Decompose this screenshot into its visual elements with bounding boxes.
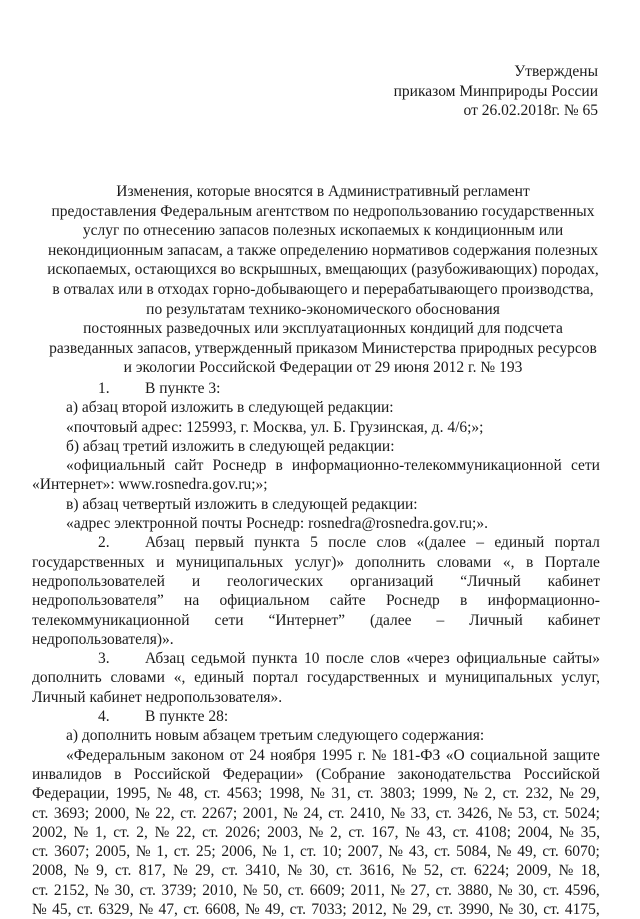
word: 31, <box>331 785 351 803</box>
word: ст. <box>436 901 454 919</box>
word: ст. <box>542 843 559 861</box>
word: 2008, <box>32 862 67 880</box>
word: (Собрание <box>315 765 386 783</box>
item-1-subpoint-c: в) абзац четвертый изложить в следующей редакции: <box>66 495 418 513</box>
word: 29, <box>580 785 600 803</box>
title-line: разведанных запасов, утвержденный приказом Министерства природных ресурсов <box>49 339 597 357</box>
word: № <box>371 746 387 764</box>
word: ст. <box>221 862 238 880</box>
word: 6608, <box>204 901 240 919</box>
word: № <box>73 823 89 841</box>
word: № <box>496 843 512 861</box>
word: 2012, <box>351 901 387 919</box>
approval-line: приказом Минприроды России <box>393 82 598 100</box>
word: первый <box>194 534 244 552</box>
title-line: Изменения, которые вносятся в Административный регламент <box>116 183 530 200</box>
item-1-subpoint-b: б) абзац третий изложить в следующей редакции: <box>66 437 395 455</box>
justified-line <box>32 591 600 610</box>
word: пункта <box>252 650 298 668</box>
item-1-subpoint-a: а) абзац второй изложить в следующей редакции: <box>66 399 394 417</box>
word: услуг)» <box>294 553 345 571</box>
word: социальной <box>470 746 548 764</box>
word: муниципальных <box>445 669 553 687</box>
word: № <box>138 901 154 919</box>
word: ст. <box>450 862 467 880</box>
word: № <box>154 823 170 841</box>
word: 2009, <box>516 862 552 880</box>
word: «через <box>406 650 450 668</box>
word: № <box>388 843 404 861</box>
word: законодательства <box>397 765 512 783</box>
word: словами <box>110 669 165 687</box>
word: услуг, <box>561 669 600 687</box>
word: организаций <box>350 572 434 590</box>
word: информационно-телекоммуникационной <box>291 457 562 475</box>
word: 2001, <box>242 804 278 822</box>
word: № <box>283 804 298 822</box>
word: № <box>262 843 277 861</box>
word: № <box>134 804 150 822</box>
word: инвалидов <box>32 765 102 783</box>
word: государственных <box>306 669 420 687</box>
word: 27, <box>410 881 431 899</box>
word: и <box>428 669 437 687</box>
title-line: по результатам технико-экономического обоснования <box>146 300 500 318</box>
word: 43, <box>426 823 446 841</box>
word: 50, <box>262 881 283 899</box>
word: 167, <box>371 823 399 841</box>
justified-line <box>145 649 600 668</box>
word: ст. <box>543 901 560 919</box>
word: 9, <box>96 862 108 880</box>
word: 45, <box>52 901 72 919</box>
justified-line <box>32 881 600 900</box>
word: 2004, <box>517 823 553 841</box>
word: сайты» <box>552 650 600 668</box>
word: ст. <box>173 843 191 861</box>
word: 49, <box>265 901 285 919</box>
title-line: ископаемых, остающихся во вскрышных, вмещающих (разубоживающих) породах, <box>47 261 599 279</box>
word: 49, <box>517 843 537 861</box>
item-3-last-line: Личный кабинет недропользователя». <box>32 688 283 706</box>
word: 6609; <box>309 881 345 899</box>
word: 1, <box>156 843 168 861</box>
word: телекоммуникационной <box>32 611 190 629</box>
justified-line <box>32 611 600 630</box>
word: № <box>390 804 406 822</box>
word: 22, <box>155 804 175 822</box>
word: Абзац <box>145 534 185 552</box>
word: 1998, <box>268 785 304 803</box>
word: 25; <box>195 843 216 861</box>
justified-line <box>32 842 600 861</box>
word: «(далее <box>416 534 466 552</box>
word: ст. <box>139 881 156 899</box>
word: № <box>74 862 89 880</box>
word: «Федеральным <box>66 746 166 764</box>
word: в <box>114 765 122 783</box>
word: № <box>559 823 574 841</box>
word: Российской <box>133 765 211 783</box>
word: Роснедр <box>212 457 267 475</box>
word: ст. <box>32 881 49 899</box>
word: защите <box>552 746 600 764</box>
word: 232, <box>525 785 553 803</box>
word: после <box>328 534 367 552</box>
document-body <box>32 379 600 919</box>
word: № <box>32 901 47 919</box>
word: ст. <box>357 785 374 803</box>
word: пункта <box>254 534 300 552</box>
word: г. <box>357 746 367 764</box>
word: № <box>310 785 325 803</box>
justified-line <box>32 668 600 687</box>
word: 2010, <box>202 881 238 899</box>
word: № <box>135 843 151 861</box>
word: ст. <box>435 804 452 822</box>
word: № <box>559 785 574 803</box>
approval-line: от 26.02.2018г. № 65 <box>463 102 598 119</box>
word: геологических <box>227 572 324 590</box>
item-number: 1. <box>98 380 110 397</box>
word: ст. <box>542 804 560 822</box>
word: от <box>229 746 244 764</box>
word: сети <box>570 457 600 475</box>
word: в <box>275 457 283 475</box>
justified-line <box>32 861 600 880</box>
word: 817, <box>138 862 166 880</box>
approval-stamp <box>394 62 598 121</box>
word: кабинет <box>547 572 600 590</box>
word: “Личный <box>460 572 521 590</box>
item-1-website: «Интернет»: www.rosnedra.gov.ru;»; <box>32 476 268 494</box>
word: сайте <box>329 592 366 610</box>
word: седьмой <box>191 650 246 668</box>
justified-line <box>32 823 600 842</box>
justified-line <box>32 804 600 823</box>
word: ст. <box>32 843 49 861</box>
word: № <box>498 901 514 919</box>
word: № <box>392 901 407 919</box>
word: 6224; <box>473 862 510 880</box>
word: – <box>476 534 485 552</box>
word: № <box>497 804 513 822</box>
word: – <box>436 611 445 629</box>
word: слов <box>376 534 407 552</box>
title-line: предоставления Федеральным агентством по недропользованию государственных <box>51 202 595 220</box>
word: ст. <box>115 862 132 880</box>
word: 2000, <box>94 804 130 822</box>
word: «официальный <box>66 457 166 475</box>
word: 6070; <box>564 843 600 861</box>
word: ст. <box>328 804 345 822</box>
word: Портале <box>544 553 600 571</box>
word: 2, <box>136 823 148 841</box>
word: 35, <box>580 823 600 841</box>
justified-line <box>32 765 600 784</box>
word: Федерации, <box>32 785 110 803</box>
approval-line: Утверждены <box>514 63 598 80</box>
word: 6329, <box>98 901 134 919</box>
justified-line <box>32 784 600 803</box>
word: 30, <box>114 881 134 899</box>
word: 3426, <box>457 804 493 822</box>
word: 30, <box>309 862 329 880</box>
word: ст. <box>113 823 130 841</box>
word: 2, <box>484 785 497 803</box>
word: ст. <box>180 804 197 822</box>
word: № <box>308 823 324 841</box>
title-line: и экологии Российской Федерации от 29 июня 2012 г. № 193 <box>123 359 523 377</box>
word: 4108; <box>475 823 511 841</box>
word: 24 <box>249 746 265 764</box>
word: 5 <box>310 534 318 552</box>
word: 1995 <box>321 746 353 764</box>
word: 2007, <box>347 843 383 861</box>
word: 2, <box>330 823 342 841</box>
word: недропользователя” <box>32 592 164 610</box>
word: в <box>525 553 534 571</box>
word: 10 <box>303 650 320 668</box>
word: 18, <box>580 862 600 880</box>
word: 53, <box>517 804 538 822</box>
word: недропользователей <box>32 572 165 590</box>
word: 2410, <box>350 804 385 822</box>
word: 30, <box>518 901 538 919</box>
word: ст. <box>502 785 519 803</box>
word: 10; <box>322 843 342 861</box>
word: № <box>463 785 479 803</box>
word: официальные <box>456 650 547 668</box>
item-heading-text: В пункте 28: <box>145 708 229 726</box>
document-title <box>40 182 606 378</box>
word: 30, <box>518 881 538 899</box>
word: ст. <box>543 881 560 899</box>
word: ст. <box>348 823 365 841</box>
title-line: услуг по отнесению запасов полезных ископаемых к кондиционным или <box>82 222 564 240</box>
item-3-first-line <box>66 649 600 668</box>
word: № <box>390 881 406 899</box>
item-2-first-line <box>66 533 600 552</box>
word: 24, <box>303 804 323 822</box>
word: ст. <box>204 785 221 803</box>
word: 3880, <box>457 881 493 899</box>
word: 2152, <box>53 881 89 899</box>
title-line: в отвалах или в отходах горно-добывающего и перерабатывающего производства, <box>52 280 594 298</box>
item-1-email: «адрес электронной почты Роснедр: rosnedra@rosnedra.gov.ru;». <box>66 515 488 533</box>
item-1-heading <box>66 379 600 398</box>
word: ст. <box>433 843 451 861</box>
item-1-postal-address: «почтовый адрес: 125993, г. Москва, ул. Б. Грузинская, д. 4/6;»; <box>66 418 484 436</box>
word: Личный <box>469 611 523 629</box>
word: № <box>94 881 110 899</box>
word: «О <box>445 746 465 764</box>
word: официальном <box>219 592 310 610</box>
word: ст. <box>335 862 353 880</box>
item-4-subpoint-a: а) дополнить новым абзацем третьим следующего содержания: <box>66 727 485 745</box>
word: 1995, <box>115 785 151 803</box>
word: № <box>172 862 188 880</box>
word: № <box>244 901 260 919</box>
title-line: постоянных разведочных или эксплуатационных кондиций для подсчета <box>83 320 563 338</box>
word: после <box>325 650 364 668</box>
word: 48, <box>178 785 198 803</box>
word: (далее <box>369 611 412 629</box>
word: 52, <box>423 862 444 880</box>
word: кабинет <box>547 611 600 629</box>
word: № <box>242 881 258 899</box>
item-number: 2. <box>98 534 110 552</box>
word: и <box>191 572 201 590</box>
word: ст. <box>299 843 317 861</box>
word: 2011, <box>350 881 385 899</box>
word: 22, <box>176 823 196 841</box>
word: ст. <box>76 901 94 919</box>
word: ст. <box>452 823 469 841</box>
item-number: 4. <box>98 708 110 726</box>
justified-line <box>32 900 600 919</box>
word: портал <box>252 669 299 687</box>
word: 4175, <box>564 901 600 919</box>
word: 29, <box>412 901 432 919</box>
word: № <box>401 862 417 880</box>
word: 1, <box>282 843 295 861</box>
title-line: некондиционным запасам, а также определению нормативов содержания полезных <box>47 241 598 259</box>
word: 3616, <box>359 862 395 880</box>
word: ст. <box>289 901 307 919</box>
word: № <box>497 881 513 899</box>
word: ст. <box>202 823 219 841</box>
word: информационно- <box>487 592 600 610</box>
word: дополнить <box>32 669 102 687</box>
word: 7033; <box>311 901 347 919</box>
word: 3739; <box>161 881 197 899</box>
word: № <box>405 823 420 841</box>
item-heading-text: В пункте 3: <box>145 380 221 397</box>
word: сети <box>214 611 244 629</box>
word: 47, <box>158 901 178 919</box>
word: Роснедр <box>385 592 440 610</box>
word: Российской <box>523 765 600 783</box>
word: «, <box>502 553 515 571</box>
word: «, <box>173 669 186 687</box>
word: ст. <box>435 881 452 899</box>
word: № <box>156 785 172 803</box>
word: государственных <box>32 553 145 571</box>
word: сайт <box>174 457 204 475</box>
word: ноября <box>270 746 316 764</box>
word: 3410, <box>245 862 281 880</box>
word: слов <box>370 650 400 668</box>
word: 5084, <box>456 843 491 861</box>
word: ст. <box>183 901 200 919</box>
justified-line <box>32 553 600 572</box>
word: единый <box>194 669 244 687</box>
word: 1, <box>94 823 107 841</box>
word: на <box>184 592 200 610</box>
word: 5024; <box>564 804 600 822</box>
word: 2002, <box>32 823 67 841</box>
word: 2267; <box>201 804 238 822</box>
item-number: 3. <box>98 650 110 668</box>
word: ст. <box>32 804 49 822</box>
word: единый <box>494 534 545 552</box>
word: 3607; <box>54 843 90 861</box>
word: в <box>460 592 468 610</box>
word: 4563; <box>226 785 263 803</box>
word: Федерации» <box>222 765 304 783</box>
justified-line <box>145 533 600 552</box>
word: словами <box>436 553 492 571</box>
word: 2006, <box>221 843 257 861</box>
word: 3803; <box>380 785 416 803</box>
word: 2026; <box>225 823 261 841</box>
item-4-heading <box>66 707 600 726</box>
item-2-last-line: недропользователя)». <box>32 630 174 648</box>
word: № <box>287 862 303 880</box>
word: 4596, <box>564 881 600 899</box>
word: ст. <box>287 881 305 899</box>
word: “Интернет” <box>268 611 346 629</box>
justified-line <box>66 746 600 765</box>
word: 43, <box>408 843 429 861</box>
word: 3990, <box>458 901 494 919</box>
word: законом <box>170 746 225 764</box>
justified-line <box>66 456 600 475</box>
word: дополнить <box>355 553 426 571</box>
word: 3693; <box>53 804 90 822</box>
justified-line <box>32 572 600 591</box>
word: Абзац <box>145 650 185 668</box>
word: 2005, <box>95 843 131 861</box>
word: 181-ФЗ <box>391 746 441 764</box>
word: портал <box>554 534 600 552</box>
word: 33, <box>410 804 430 822</box>
word: № <box>558 862 574 880</box>
word: 2003, <box>267 823 302 841</box>
word: и <box>156 553 165 571</box>
word: муниципальных <box>175 553 284 571</box>
word: 1999, <box>421 785 457 803</box>
word: 29, <box>195 862 215 880</box>
